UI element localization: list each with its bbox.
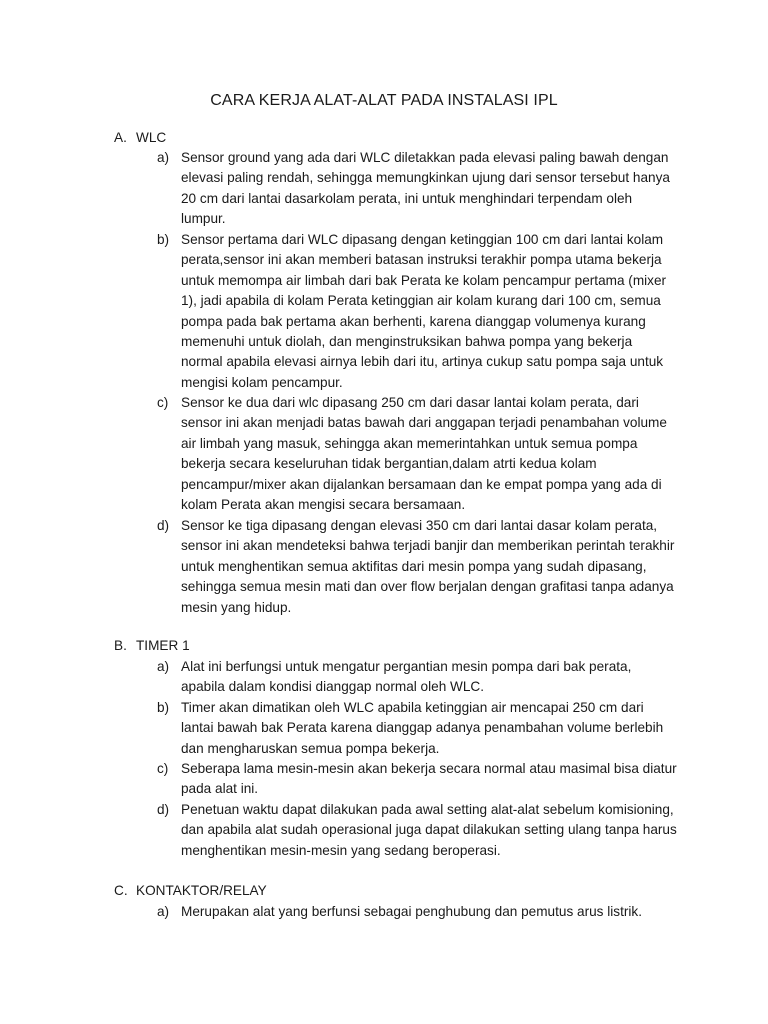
item-letter: b) <box>157 700 170 715</box>
item-letter: c) <box>157 761 169 776</box>
list-item <box>157 657 677 698</box>
list-item <box>157 516 677 618</box>
section-heading-timer <box>114 636 190 656</box>
item-text: Penetuan waktu dapat dilakukan pada awal setting alat-alat sebelum komisioning, dan apabila alat sudah operasional juga dapat dilakukan setting ulang tanpa harus menghentikan mesin-mesin yang sedang beroperasi. <box>181 802 677 858</box>
item-letter: d) <box>157 802 170 817</box>
section-title: KONTAKTOR/RELAY <box>136 883 267 898</box>
list-item <box>157 230 677 393</box>
item-text: Sensor ground yang ada dari WLC diletakkan pada elevasi paling bawah dengan elevasi paling rendah, sehingga memungkinkan ujung dari sensor tersebut hanya 20 cm dari lantai dasarkolam perata, ini untuk menghindari terpendam oleh lumpur. <box>181 150 670 227</box>
item-letter: a) <box>157 150 170 165</box>
item-letter: b) <box>157 232 170 247</box>
item-text: Sensor ke dua dari wlc dipasang 250 cm dari dasar lantai kolam perata, dari sensor ini akan menjadi batas bawah dari anggapan terjadi penambahan volume air limbah yang masuk, sehingga akan memerintahkan untuk semua pompa bekerja secara keseluruhan tidak bergantian,dalam atrti kedua kolam pencampur/mixer akan dijalankan bersamaan dan ke empat pompa yang ada di kolam Perata akan mengisi secara bersamaan. <box>181 395 667 513</box>
item-text: Merupakan alat yang berfunsi sebagai penghubung dan pemutus arus listrik. <box>181 904 642 919</box>
section-letter: C. <box>114 883 128 898</box>
item-text: Seberapa lama mesin-mesin akan bekerja secara normal atau masimal bisa diatur pada alat ini. <box>181 761 677 797</box>
item-letter: d) <box>157 518 170 533</box>
document-title: CARA KERJA ALAT-ALAT PADA INSTALASI IPL <box>210 92 558 109</box>
section-heading-wlc <box>114 128 166 148</box>
list-item <box>157 148 677 230</box>
item-text: Timer akan dimatikan oleh WLC apabila ketinggian air mencapai 250 cm dari lantai bawah bak Perata karena dianggap adanya penambahan volume berlebih dan mengharuskan semua pompa bekerja. <box>181 700 664 756</box>
list-item <box>157 902 677 922</box>
section-letter: B. <box>114 638 127 653</box>
item-text: Sensor ke tiga dipasang dengan elevasi 350 cm dari lantai dasar kolam perata, sensor ini akan mendeteksi bahwa terjadi banjir dan memberikan perintah terakhir untuk menghentikan semua aktifitas dari mesin pompa yang sudah dipasang, sehingga semua mesin mati dan over flow berjalan dengan grafitasi tanpa adanya mesin yang hidup. <box>181 518 675 615</box>
item-letter: c) <box>157 395 169 410</box>
list-item <box>157 800 677 861</box>
section-heading-kontaktor <box>114 881 267 901</box>
list-item <box>157 393 677 515</box>
item-letter: a) <box>157 904 170 919</box>
list-item <box>157 759 677 800</box>
section-title: TIMER 1 <box>136 638 190 653</box>
section-letter: A. <box>114 130 127 145</box>
item-text: Sensor pertama dari WLC dipasang dengan ketinggian 100 cm dari lantai kolam perata,sensor ini akan memberi batasan instruksi terakhir pompa utama bekerja untuk memompa air limbah dari bak Perata ke kolam pencampur pertama (mixer 1), jadi apabila di kolam Perata ketinggian air kolam kurang dari 100 cm, semua pompa pada bak pertama akan berhenti, karena dianggap volumenya kurang memenuhi untuk diolah, dan menginstruksikan bahwa pompa yang bekerja normal apabila elevasi airnya lebih dari itu, artinya cukup satu pompa saja untuk mengisi kolam pencampur. <box>181 232 667 390</box>
list-item <box>157 698 677 759</box>
item-text: Alat ini berfungsi untuk mengatur pergantian mesin pompa dari bak perata, apabila dalam kondisi dianggap normal oleh WLC. <box>181 659 632 695</box>
item-letter: a) <box>157 659 170 674</box>
section-title: WLC <box>136 130 167 145</box>
